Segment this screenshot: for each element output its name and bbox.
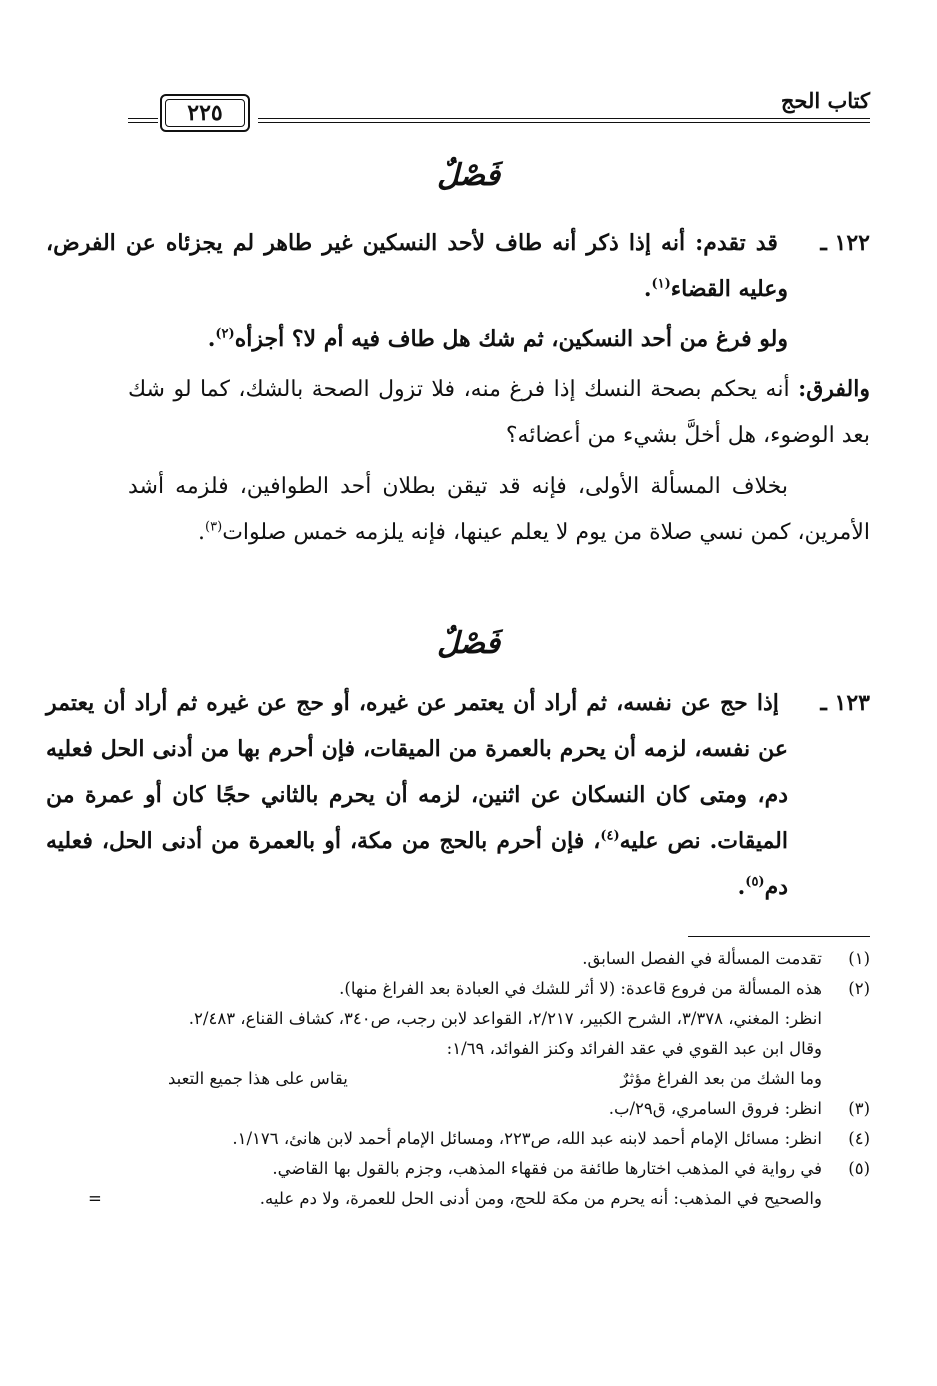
difference-text: أنه يحكم بصحة النسك إذا فرغ منه، فلا تزول الصحة بالشك، كما لو شك بعد الوضوء، هل أخلَّ بشيء من أعضائه؟ [128,377,870,448]
issue-text: قد تقدم: أنه إذا ذكر أنه طاف لأحد النسكين غير طاهر لم يجزئاه عن الفرض، وعليه القضاء [46,230,788,302]
contrast-text: بخلاف المسألة الأولى، فإنه قد تيقن بطلان أحد الطوافين، فلزمه أشد الأمرين، كمن نسي صلاة من يوم لا يعلم عينها، فإنه يلزمه خمس صلوات [128,474,870,545]
issue-122-doubt [46,316,870,362]
issue-text: ، فإن أحرم بالحج من مكة، أو بالعمرة من أدنى الحل، فعليه دم [46,828,788,900]
punctuation: . [207,326,216,352]
difference-label: والفرق: [798,376,870,402]
continuation-mark: = [88,1189,102,1208]
footnotes [88,944,870,1214]
footnote-ref: (٣) [205,519,223,535]
footnote-1 [128,944,870,974]
footnote-4 [128,1124,870,1154]
footnote-text: في رواية في المذهب اختارها طائفة من فقهاء المذهب، وجزم بالقول بها القاضي. [272,1159,822,1178]
verse-first-hemistich: وما الشك من بعد الفراغ مؤثرٌ [620,1069,822,1088]
issue-number: ١٢٢ ـ [820,230,870,256]
verse-second-hemistich: يقاس على هذا جميع التعبد [168,1069,348,1088]
footnote-number: (٣) [848,1099,870,1118]
footnote-separator [688,936,870,937]
footnote-number: (٢) [848,979,870,998]
footnote-text: هذه المسألة من فروع قاعدة: (لا أثر للشك في العبادة بعد الفراغ منها). [339,979,822,998]
footnote-ref: (٥) [745,874,765,890]
difference-paragraph [128,366,870,459]
footnote-2 [128,974,870,1094]
header-rule [128,122,158,123]
doubt-text: ولو فرغ من أحد النسكين، ثم شك هل طاف فيه أم لا؟ أجزأه [234,326,788,352]
page-number: ٢٢٥ [187,100,223,126]
issue-text: إذا حج عن نفسه، ثم أراد أن يعتمر عن غيره، أو حج عن غيره ثم أراد أن يعتمر عن نفسه، لزمه أن يحرم بالعمرة من الميقات، فإن أحرم بها من أدنى الحل فعليه دم، ومتى كان النسكان عن اثنين، لزمه أن يحرم بالثاني حجًا كان أو عمرة من الميقات. نص عليه [46,690,788,854]
footnote-ref: (٤) [600,828,620,844]
issue-number: ١٢٣ ـ [820,690,870,716]
punctuation: . [198,520,206,545]
footnote-text: انظر: مسائل الإمام أحمد لابنه عبد الله، ص٢٢٣، ومسائل الإمام أحمد لابن هانئ، ١/١٧٦. [232,1129,822,1148]
footnote-number: (٥) [848,1159,870,1178]
poetry-verse [128,1064,822,1094]
header-rule [258,118,870,119]
footnote-text: تقدمت المسألة في الفصل السابق. [582,949,822,968]
header-rule [258,122,870,123]
section-heading: فَصْلٌ [436,158,501,193]
footnote-3 [128,1094,870,1124]
footnote-number: (١) [848,949,870,968]
contrast-paragraph [128,464,870,556]
footnote-number: (٤) [848,1129,870,1148]
issue-123 [46,680,870,910]
book-title: كتاب الحج [780,88,870,113]
header-rule [128,118,158,119]
footnote-text: انظر: فروق السامري، ق٢٩/ب. [608,1099,822,1118]
footnote-5 [88,1154,870,1214]
footnote-ref: (٢) [215,326,235,342]
page-header [128,80,870,130]
footnote-text: والصحيح في المذهب: أنه يحرم من مكة للحج، ومن أدنى الحل للعمرة، ولا دم عليه. [259,1189,822,1208]
punctuation: . [643,276,652,302]
footnote-text: وقال ابن عبد القوي في عقد الفرائد وكنز الفوائد، ١/٦٩: [446,1039,822,1058]
section-heading: فَصْلٌ [436,626,501,661]
footnote-ref: (١) [651,276,671,292]
punctuation: . [737,874,746,900]
footnote-text: انظر: المغني، ٣/٣٧٨، الشرح الكبير، ٢/٢١٧، القواعد لابن رجب، ص٣٤٠، كشاف القناع، ٢/٤٨٣. [188,1009,822,1028]
issue-122 [46,220,870,312]
footnote-text-continued [88,1184,822,1214]
page-number-frame [160,94,250,132]
